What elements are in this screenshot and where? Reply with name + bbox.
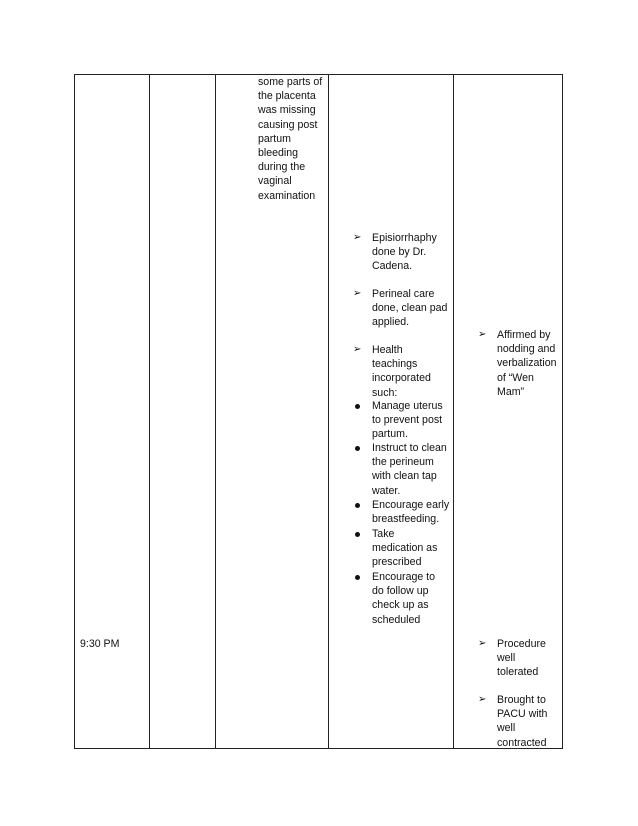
column-divider bbox=[215, 75, 216, 748]
intervention-text: Instruct to clean the perineum with clean tap water. bbox=[372, 442, 447, 497]
dot-bullet-icon bbox=[355, 575, 360, 580]
arrow-bullet-icon: ➢ bbox=[353, 232, 362, 243]
dot-bullet-icon bbox=[355, 503, 360, 508]
arrow-bullet-icon: ➢ bbox=[353, 344, 362, 355]
evaluation-text: Brought to PACU with well contracted bbox=[497, 694, 548, 749]
arrow-bullet-icon: ➢ bbox=[478, 638, 487, 649]
assessment-text: some parts of the placenta was missing causing post partum bleeding during the vaginal examination bbox=[258, 76, 323, 202]
evaluation-text: Procedure well tolerated bbox=[497, 638, 546, 679]
intervention-text: Encourage to do follow up check up as scheduled bbox=[372, 571, 436, 626]
arrow-bullet-icon: ➢ bbox=[478, 329, 487, 340]
arrow-bullet-icon: ➢ bbox=[478, 694, 487, 705]
dot-bullet-icon bbox=[355, 446, 360, 451]
intervention-text: Take medication as prescribed bbox=[372, 528, 438, 569]
intervention-text: Health teachings incorporated such: bbox=[372, 344, 431, 399]
intervention-text: Encourage early breastfeeding. bbox=[372, 499, 450, 526]
dot-bullet-icon bbox=[355, 404, 360, 409]
column-divider bbox=[328, 75, 329, 748]
time-label: 9:30 PM bbox=[80, 638, 120, 650]
dot-bullet-icon bbox=[355, 532, 360, 537]
intervention-text: Perineal care done, clean pad applied. bbox=[372, 288, 448, 329]
column-divider bbox=[149, 75, 150, 748]
arrow-bullet-icon: ➢ bbox=[353, 288, 362, 299]
intervention-text: Episiorrhaphy done by Dr. Cadena. bbox=[372, 232, 437, 273]
intervention-text: Manage uterus to prevent post partum. bbox=[372, 400, 443, 441]
evaluation-text: Affirmed by nodding and verbalization of “Wen Mam” bbox=[497, 329, 557, 398]
